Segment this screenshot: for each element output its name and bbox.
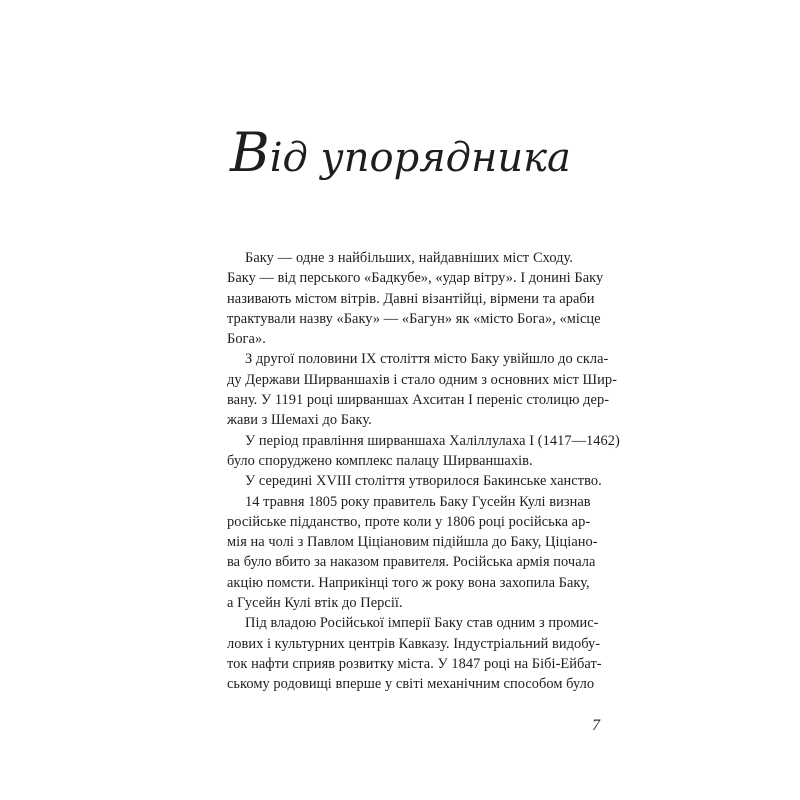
text-line: вану. У 1191 році ширваншах Ахситан I переніс столицю дер- — [227, 392, 610, 409]
text-line: було споруджено комплекс палацу Ширваншахів. — [227, 452, 533, 469]
text-line: Під владою Російської імперії Баку став одним з промис- — [245, 615, 599, 632]
text-line: З другої половини IX століття місто Баку увійшло до скла- — [245, 351, 609, 368]
text-line: 14 травня 1805 року правитель Баку Гусейн Кулі визнав — [245, 493, 591, 510]
paragraph — [227, 349, 617, 430]
text-line: жави з Шемахі до Баку. — [227, 412, 372, 429]
chapter-title-rest: ід упорядника — [269, 135, 571, 181]
paragraph — [227, 471, 602, 491]
text-line: трактували назву «Баку» — «Багун» як «місто Бога», «місце — [227, 310, 601, 327]
text-line: а Гусейн Кулі втік до Персії. — [227, 595, 403, 612]
paragraph — [227, 431, 620, 472]
text-line: називають містом вітрів. Давні візантійці, вірмени та араби — [227, 290, 595, 307]
text-line: російське підданство, проте коли у 1806 році російська ар- — [227, 513, 591, 530]
chapter-title-initial: В — [230, 121, 270, 184]
text-line: лових і культурних центрів Кавказу. Індустріальний видобу- — [227, 635, 601, 652]
text-line: акцію помсти. Наприкінці того ж року вона захопила Баку, — [227, 574, 590, 591]
text-line: Бога». — [227, 331, 266, 348]
text-line: ду Держави Ширваншахів і стало одним з основних міст Шир- — [227, 371, 617, 388]
paragraph — [227, 492, 598, 614]
chapter-title — [230, 121, 571, 184]
text-line: ському родовищі вперше у світі механічним способом було — [227, 676, 595, 693]
text-line: Баку — від перського «Бадкубе», «удар вітру». І донині Баку — [227, 270, 604, 287]
text-line: У середині XVIII століття утворилося Бакинське ханство. — [245, 473, 602, 490]
paragraph — [227, 613, 602, 694]
page-number: 7 — [592, 717, 600, 734]
body-text — [227, 248, 620, 695]
text-line: У період правління ширваншаха Халіллулаха I (1417—1462) — [245, 432, 620, 449]
text-line: Баку — одне з найбільших, найдавніших міст Сходу. — [245, 250, 573, 266]
text-line: мія на чолі з Павлом Ціціановим підійшла до Баку, Ціціано- — [227, 534, 598, 551]
paragraph — [227, 248, 604, 349]
text-line: ток нафти сприяв розвитку міста. У 1847 році на Бібі-Ейбат- — [227, 655, 602, 672]
text-line: ва було вбито за наказом правителя. Російська армія почала — [227, 554, 596, 571]
